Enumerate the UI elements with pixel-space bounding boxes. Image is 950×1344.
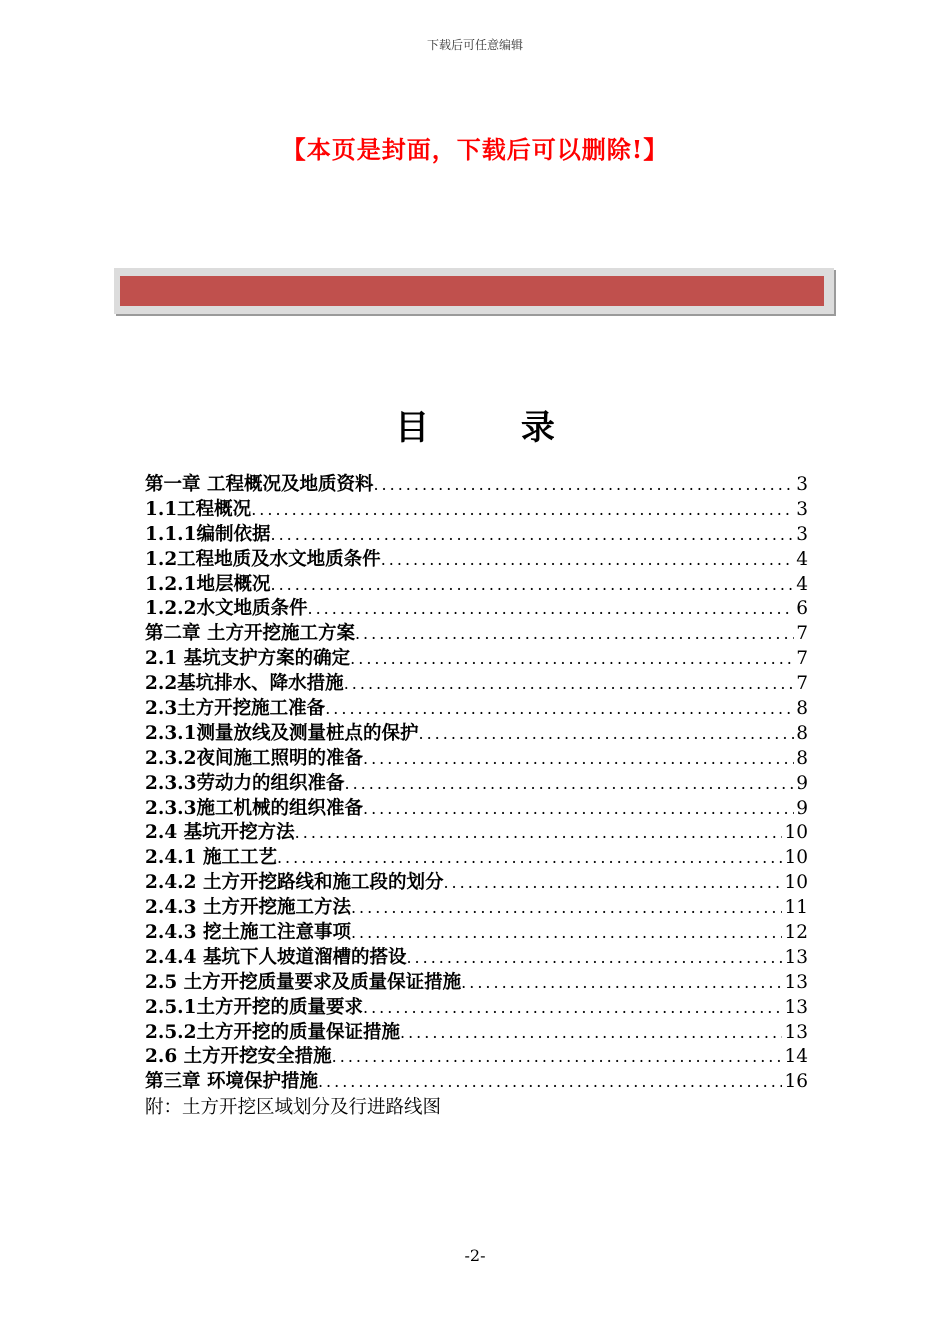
toc-entry-page: 7	[796, 673, 808, 695]
toc-leader	[332, 1045, 783, 1070]
toc-entry[interactable]	[145, 672, 808, 697]
toc-entry-page: 16	[784, 1071, 808, 1093]
toc-entry-label: 2.4 基坑开挖方法	[145, 822, 295, 844]
cover-notice: 【本页是封面，下载后可以删除!】	[281, 135, 669, 164]
toc-entry-page: 13	[784, 946, 808, 968]
toc-entry-page: 7	[796, 648, 808, 670]
toc-entry[interactable]	[145, 747, 808, 772]
toc-entry-label: 2.1 基坑支护方案的确定	[145, 648, 351, 670]
toc-entry-label: 第一章 工程概况及地质资料	[145, 473, 374, 495]
toc-entry[interactable]	[145, 1070, 808, 1095]
toc-entry[interactable]	[145, 896, 808, 921]
toc-entry[interactable]	[145, 697, 808, 722]
toc-entry-label: 2.3.3劳动力的组织准备	[145, 772, 345, 794]
toc-entry[interactable]	[145, 597, 808, 622]
toc-entry[interactable]	[145, 772, 808, 797]
toc-leader	[350, 647, 794, 672]
toc-entry[interactable]	[145, 647, 808, 672]
toc-entry-label: 1.1工程概况	[145, 498, 252, 520]
toc-entry-page: 9	[796, 772, 808, 794]
toc-entry-label: 2.4.3 挖土施工注意事项	[145, 922, 351, 944]
toc-leader	[400, 1021, 782, 1046]
toc-leader	[251, 498, 794, 523]
toc-entry-label: 2.2基坑排水、降水措施	[145, 673, 344, 695]
toc-entry[interactable]	[145, 821, 808, 846]
toc-entry-page: 3	[796, 498, 808, 520]
toc-entry-page: 6	[796, 598, 808, 620]
toc-entry[interactable]	[145, 797, 808, 822]
toc-leader	[373, 473, 794, 498]
toc-entry-label: 第二章 土方开挖施工方案	[145, 623, 355, 645]
toc-leader	[443, 871, 782, 896]
toc-entry-label: 1.2.1地层概况	[145, 573, 271, 595]
toc-leader	[461, 971, 782, 996]
toc-entry-page: 4	[796, 573, 808, 595]
toc-leader	[295, 821, 783, 846]
toc-entry[interactable]	[145, 946, 808, 971]
toc-leader	[351, 921, 783, 946]
toc-entry-page: 14	[784, 1046, 808, 1068]
toc-entry-label: 1.1.1编制依据	[145, 523, 271, 545]
toc-entry-label: 2.4.4 基坑下人坡道溜槽的搭设	[145, 946, 407, 968]
toc-entry-label: 1.2工程地质及水文地质条件	[145, 548, 381, 570]
decorative-banner	[114, 268, 834, 314]
toc-entry-page: 8	[796, 698, 808, 719]
toc-entry[interactable]	[145, 1045, 808, 1070]
toc-entry-label: 2.4.3 土方开挖施工方法	[145, 897, 351, 919]
toc-entry[interactable]	[145, 971, 808, 996]
toc-entry-page: 4	[796, 548, 808, 570]
appendix-note: 附：土方开挖区域划分及行进路线图	[145, 1097, 442, 1119]
banner-bar	[120, 276, 824, 306]
toc-entry-label: 1.2.2水文地质条件	[145, 598, 308, 620]
toc-entry[interactable]	[145, 846, 808, 871]
toc-leader	[277, 846, 783, 871]
toc-entry-page: 10	[784, 822, 808, 844]
toc-leader	[325, 697, 794, 722]
page-number: -2-	[464, 1246, 486, 1265]
toc-entry-page: 10	[784, 872, 808, 894]
toc-entry-page: 3	[796, 473, 808, 495]
toc-entry[interactable]	[145, 722, 808, 747]
toc-leader	[363, 797, 794, 822]
toc-leader	[318, 1070, 783, 1095]
toc-entry[interactable]	[145, 523, 808, 548]
toc-leader	[345, 772, 795, 797]
toc-entry[interactable]	[145, 473, 808, 498]
toc-leader	[355, 622, 794, 647]
toc-entry-page: 11	[784, 897, 808, 919]
toc-leader	[363, 747, 794, 772]
toc-entry-label: 2.4.1 施工工艺	[145, 847, 277, 869]
toc-entry-label: 2.5.1土方开挖的质量要求	[145, 996, 363, 1018]
toc-leader	[308, 597, 795, 622]
toc-entry-page: 7	[796, 623, 808, 645]
toc-entry[interactable]	[145, 622, 808, 647]
toc-entry-page: 13	[784, 1021, 808, 1043]
toc-leader	[271, 573, 795, 598]
toc-title: 目 录	[395, 408, 595, 448]
toc-entry[interactable]	[145, 548, 808, 573]
toc-entry[interactable]	[145, 871, 808, 896]
toc-entry-page: 3	[796, 523, 808, 545]
toc-entry[interactable]	[145, 921, 808, 946]
toc-entry-label: 2.5.2土方开挖的质量保证措施	[145, 1021, 400, 1043]
toc-entry[interactable]	[145, 996, 808, 1021]
toc-leader	[406, 946, 782, 971]
toc-entry-label: 2.3.1测量放线及测量桩点的保护	[145, 722, 419, 744]
toc-leader	[271, 523, 795, 548]
header-note: 下载后可任意编辑	[426, 38, 523, 52]
toc-entry-label: 2.3土方开挖施工准备	[145, 698, 326, 719]
toc-entry-label: 2.3.3施工机械的组织准备	[145, 797, 363, 819]
toc-entry-label: 2.5 土方开挖质量要求及质量保证措施	[145, 971, 462, 993]
toc-entry-page: 8	[796, 747, 808, 769]
toc-leader	[351, 896, 783, 921]
toc-leader	[419, 722, 795, 747]
toc-entry-page: 10	[784, 847, 808, 869]
toc-leader	[363, 996, 782, 1021]
toc-entry-page: 8	[796, 722, 808, 744]
toc-entry-label: 2.6 土方开挖安全措施	[145, 1046, 332, 1068]
toc-leader	[344, 672, 795, 697]
table-of-contents	[145, 473, 808, 1121]
toc-entry-label: 2.4.2 土方开挖路线和施工段的划分	[145, 872, 444, 894]
toc-entry-page: 13	[784, 971, 808, 993]
toc-leader	[381, 548, 795, 573]
toc-entry[interactable]	[145, 573, 808, 598]
toc-entry[interactable]	[145, 1021, 808, 1046]
toc-entry[interactable]	[145, 498, 808, 523]
toc-entry-label: 第三章 环境保护措施	[145, 1071, 318, 1093]
toc-entry-label: 2.3.2夜间施工照明的准备	[145, 747, 363, 769]
toc-entry-page: 12	[784, 922, 808, 944]
toc-entry-page: 9	[796, 797, 808, 819]
toc-entry-page: 13	[784, 996, 808, 1018]
